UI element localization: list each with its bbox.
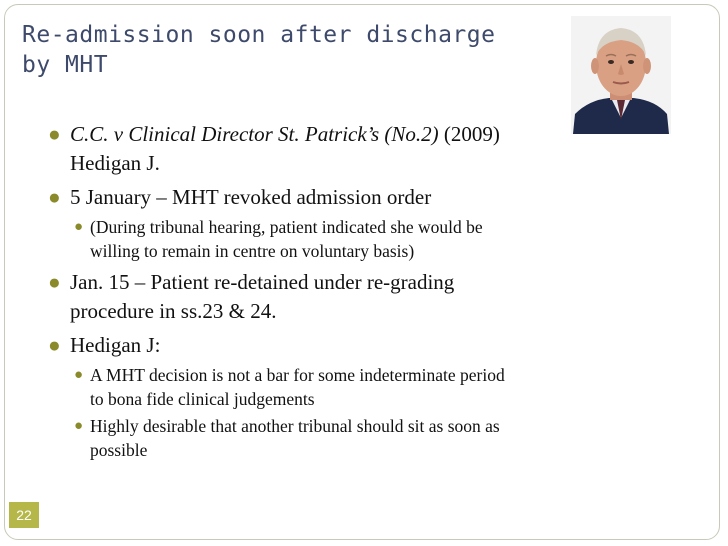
portrait-photo xyxy=(571,16,671,134)
sub-bullet-line-1: A MHT decision is not a bar for some indeterminate period xyxy=(90,365,505,385)
bullet-dot-icon: ● xyxy=(48,185,61,209)
sub-bullet-line-1: (During tribunal hearing, patient indicated she would be xyxy=(90,217,483,237)
bullet-line-1: Jan. 15 – Patient re-detained under re-grading xyxy=(70,270,455,294)
sub-bullet-another-tribunal xyxy=(74,414,648,462)
bullet-line-2: procedure in ss.23 & 24. xyxy=(70,299,277,323)
bullet-dot-icon: ● xyxy=(48,122,61,146)
slide-body xyxy=(48,120,648,462)
title-line-2: by MHT xyxy=(22,52,109,78)
bullet-case xyxy=(48,120,648,178)
sub-bullet-mht-decision xyxy=(74,363,648,411)
bullet-dot-icon: ● xyxy=(48,333,61,357)
bullet-dot-icon: ● xyxy=(48,270,61,294)
bullet-text: 5 January – MHT revoked admission order xyxy=(70,185,432,209)
bullet-dot-icon: ● xyxy=(74,219,84,235)
bullet-january xyxy=(48,183,648,212)
sub-bullet-line-2: to bona fide clinical judgements xyxy=(90,389,315,409)
case-year: (2009) xyxy=(438,122,500,146)
slide-title xyxy=(22,20,542,80)
sub-bullet-line-2: possible xyxy=(90,440,148,460)
bullet-dot-icon: ● xyxy=(74,418,84,434)
case-name: C.C. v Clinical Director St. Patrick’s (No.2) xyxy=(70,122,439,146)
sub-bullet-tribunal-hearing xyxy=(74,215,648,263)
bullet-jan-15 xyxy=(48,268,648,326)
sub-bullet-line-2: willing to remain in centre on voluntary basis) xyxy=(90,241,415,261)
portrait-image xyxy=(571,16,671,134)
bullet-hedigan xyxy=(48,331,648,360)
title-line-1: Re-admission soon after discharge xyxy=(22,22,496,48)
sub-bullet-line-1: Highly desirable that another tribunal should sit as soon as xyxy=(90,416,500,436)
bullet-text: Hedigan J: xyxy=(70,333,161,357)
case-judge: Hedigan J. xyxy=(70,151,160,175)
bullet-dot-icon: ● xyxy=(74,367,84,383)
slide-number: 22 xyxy=(9,502,39,528)
